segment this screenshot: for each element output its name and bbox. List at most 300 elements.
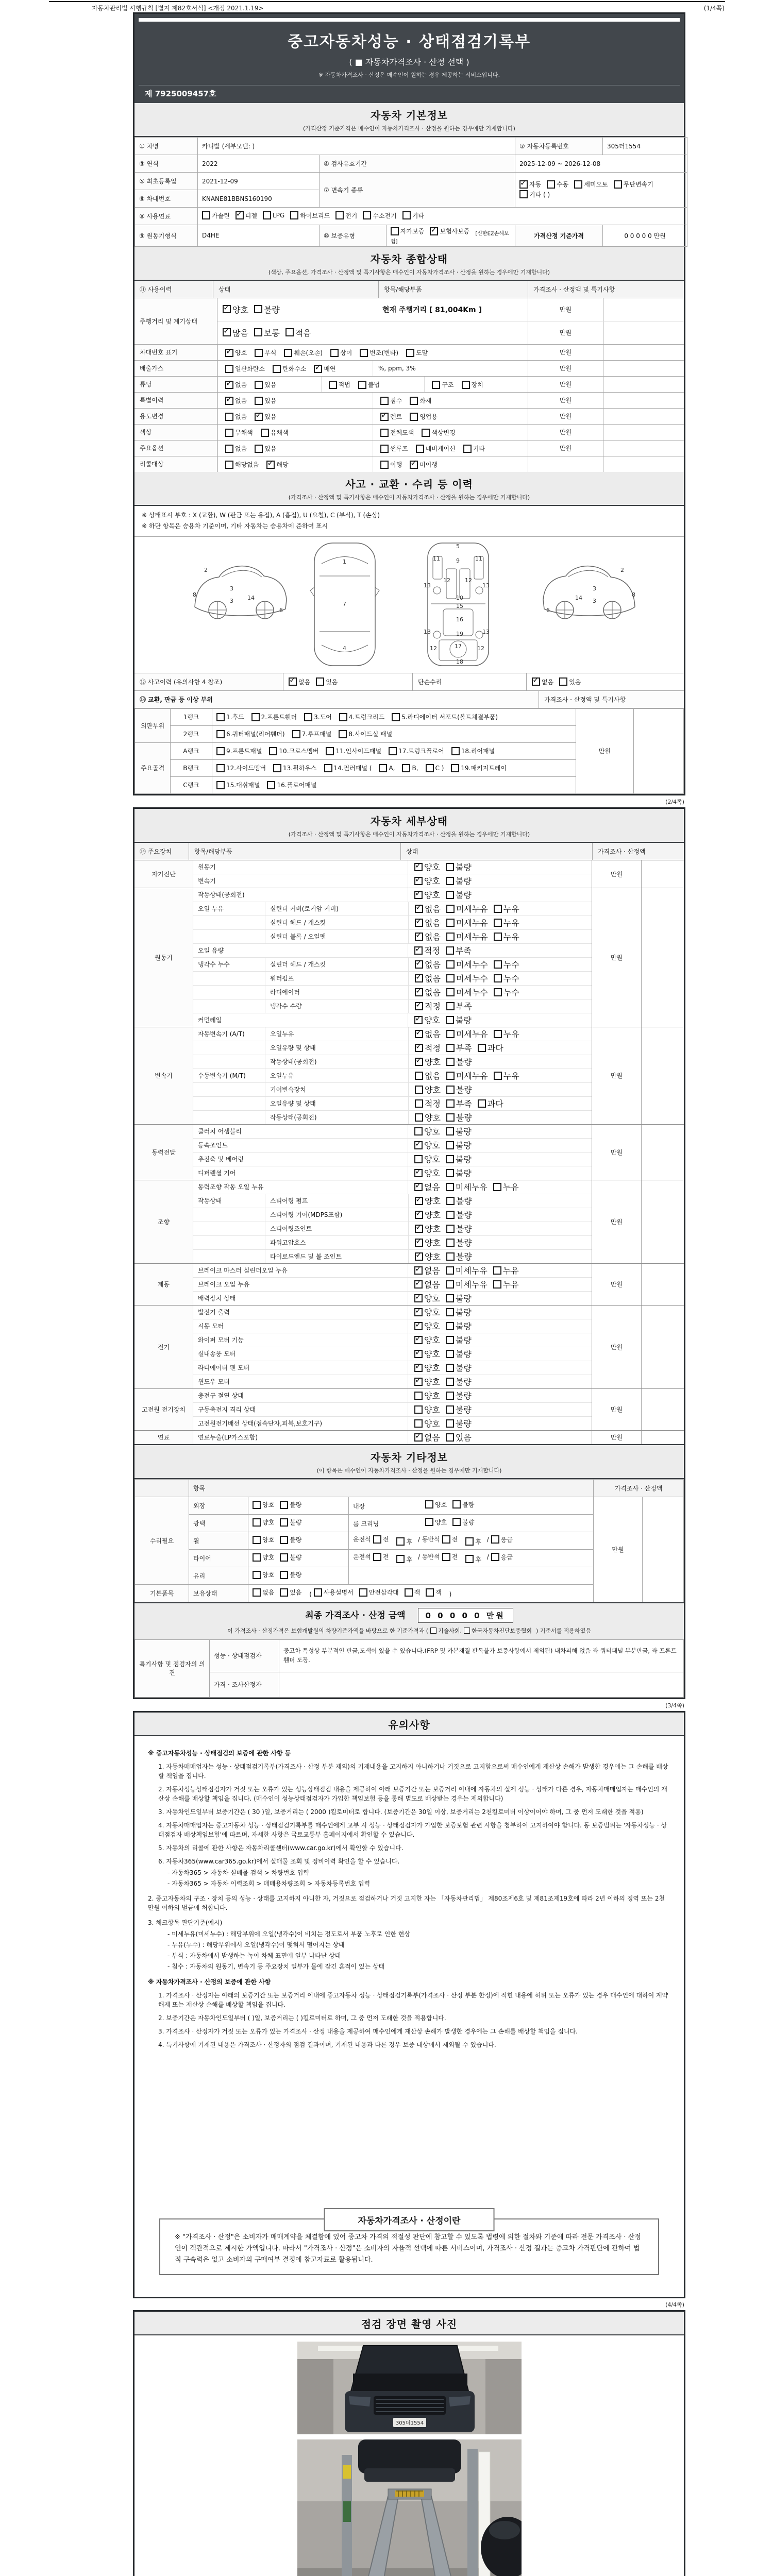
checkbox-option[interactable] [223,380,247,389]
checkbox-icon[interactable] [462,381,470,389]
checkbox-option[interactable] [415,1070,441,1081]
checkbox-icon[interactable] [360,349,368,357]
checkbox-option[interactable] [253,1500,274,1509]
checkbox-option[interactable] [519,190,550,199]
checkbox-icon[interactable] [493,1183,501,1191]
checkbox-option[interactable] [425,1500,447,1509]
checkbox-option[interactable] [446,1070,488,1081]
checkbox-option[interactable] [223,444,247,453]
checkbox-icon[interactable] [446,1378,454,1386]
checkbox-option[interactable] [223,412,247,421]
checkbox-option[interactable] [446,1167,472,1179]
checkbox-icon[interactable] [410,461,418,469]
checkbox-option[interactable] [414,1417,440,1429]
checkbox-icon[interactable] [465,1555,474,1563]
checkbox-option[interactable] [324,762,372,774]
checkbox-icon[interactable] [532,677,540,686]
checkbox-option[interactable] [446,1278,488,1290]
checkbox-icon[interactable] [415,1044,423,1052]
checkbox-icon[interactable] [415,1099,423,1108]
checkbox-icon[interactable] [414,1127,423,1136]
checkbox-option[interactable] [414,1167,440,1179]
checkbox-option[interactable] [446,1292,472,1304]
checkbox-option[interactable] [614,180,653,189]
checkbox-option[interactable] [414,944,440,956]
checkbox-icon[interactable] [389,747,397,755]
checkbox-option[interactable] [282,348,323,357]
checkbox-option[interactable] [446,1306,472,1318]
checkbox-icon[interactable] [446,1252,455,1261]
checkbox-option[interactable] [494,972,519,984]
checkbox-icon[interactable] [273,764,281,772]
checkbox-icon[interactable] [426,764,434,772]
checkbox-icon[interactable] [446,1211,455,1219]
checkbox-option[interactable] [446,1125,472,1137]
checkbox-icon[interactable] [416,445,424,453]
checkbox-option[interactable] [408,396,431,405]
checkbox-option[interactable] [378,444,408,453]
checkbox-option[interactable] [446,1236,472,1248]
checkbox-option[interactable] [430,380,453,389]
checkbox-icon[interactable] [446,1099,455,1108]
checkbox-option[interactable] [487,1535,513,1544]
checkbox-option[interactable] [415,958,441,970]
checkbox-icon[interactable] [446,1141,454,1149]
checkbox-option[interactable] [414,875,440,887]
checkbox-icon[interactable] [446,1155,454,1163]
checkbox-icon[interactable] [289,677,297,686]
checkbox-icon[interactable] [251,713,260,721]
checkbox-icon[interactable] [254,305,262,313]
checkbox-icon[interactable] [432,381,440,389]
checkbox-icon[interactable] [446,1127,454,1136]
checkbox-option[interactable] [378,396,402,405]
checkbox-option[interactable] [415,1195,441,1207]
checkbox-icon[interactable] [414,863,423,871]
checkbox-icon[interactable] [363,211,371,219]
checkbox-icon[interactable] [446,1322,454,1330]
checkbox-icon[interactable] [216,764,225,772]
checkbox-option[interactable] [430,1626,462,1635]
checkbox-option[interactable] [389,745,444,757]
checkbox-icon[interactable] [446,1392,454,1400]
checkbox-option[interactable] [446,986,488,998]
checkbox-option[interactable] [414,1334,440,1346]
checkbox-option[interactable] [415,1250,441,1262]
checkbox-option[interactable] [216,711,244,723]
checkbox-icon[interactable] [446,1058,455,1066]
checkbox-option[interactable] [253,444,276,453]
checkbox-option[interactable] [402,762,418,774]
checkbox-option[interactable] [363,211,396,220]
checkbox-option[interactable] [392,711,498,723]
checkbox-option[interactable] [446,1264,488,1276]
checkbox-option[interactable] [446,1000,472,1012]
checkbox-icon[interactable] [280,1553,288,1562]
checkbox-option[interactable] [446,1376,472,1387]
checkbox-option[interactable] [446,944,472,956]
checkbox-icon[interactable] [225,381,233,389]
checkbox-icon[interactable] [494,1030,502,1038]
checkbox-icon[interactable] [280,1518,288,1527]
checkbox-option[interactable] [264,460,288,469]
checkbox-option[interactable] [254,303,280,315]
checkbox-icon[interactable] [446,960,455,969]
checkbox-option[interactable] [269,745,318,757]
checkbox-option[interactable] [451,762,507,774]
checkbox-icon[interactable] [446,974,455,982]
checkbox-option[interactable] [202,211,230,220]
checkbox-option[interactable] [494,986,519,998]
checkbox-icon[interactable] [463,445,472,453]
checkbox-icon[interactable] [253,1501,261,1509]
checkbox-option[interactable] [236,211,257,220]
checkbox-option[interactable] [414,1306,440,1318]
checkbox-option[interactable] [415,903,441,914]
checkbox-icon[interactable] [414,1183,423,1191]
checkbox-icon[interactable] [446,1030,455,1038]
checkbox-icon[interactable] [339,713,347,721]
checkbox-icon[interactable] [464,1628,470,1634]
checkbox-option[interactable] [285,327,311,338]
checkbox-icon[interactable] [415,1002,423,1010]
checkbox-option[interactable] [259,428,289,437]
checkbox-icon[interactable] [255,445,263,453]
checkbox-option[interactable] [574,180,608,189]
checkbox-option[interactable] [253,1588,274,1597]
checkbox-option[interactable] [216,779,260,791]
checkbox-option[interactable] [280,1518,301,1527]
checkbox-option[interactable] [304,711,332,723]
checkbox-icon[interactable] [446,1364,454,1372]
checkbox-option[interactable] [415,1056,441,1067]
checkbox-option[interactable] [253,348,276,357]
checkbox-option[interactable] [446,930,488,942]
checkbox-icon[interactable] [261,429,269,437]
checkbox-icon[interactable] [446,1016,454,1024]
checkbox-icon[interactable] [225,413,233,421]
checkbox-option[interactable] [426,1588,442,1597]
checkbox-icon[interactable] [415,988,423,996]
checkbox-option[interactable] [356,380,380,389]
checkbox-option[interactable] [446,1028,488,1040]
checkbox-option[interactable] [494,1070,519,1081]
checkbox-icon[interactable] [547,180,555,189]
checkbox-icon[interactable] [284,349,292,357]
checkbox-icon[interactable] [451,747,460,755]
checkbox-icon[interactable] [415,974,423,982]
checkbox-option[interactable] [463,1537,481,1546]
checkbox-icon[interactable] [223,328,231,336]
checkbox-icon[interactable] [415,960,423,969]
checkbox-icon[interactable] [446,1294,454,1302]
checkbox-icon[interactable] [380,413,389,421]
checkbox-icon[interactable] [451,764,459,772]
checkbox-option[interactable] [519,180,541,189]
checkbox-option[interactable] [414,1125,440,1137]
checkbox-option[interactable] [494,930,519,942]
checkbox-option[interactable] [425,1518,447,1527]
checkbox-option[interactable] [414,1181,440,1193]
checkbox-icon[interactable] [414,1266,423,1275]
checkbox-icon[interactable] [442,1535,450,1544]
checkbox-option[interactable] [452,1500,474,1509]
checkbox-icon[interactable] [202,211,210,219]
checkbox-option[interactable] [547,180,568,189]
checkbox-icon[interactable] [446,1183,454,1191]
checkbox-option[interactable] [378,460,402,469]
checkbox-option[interactable] [327,380,350,389]
checkbox-icon[interactable] [414,1141,423,1149]
checkbox-option[interactable] [339,711,384,723]
checkbox-option[interactable] [446,903,488,914]
checkbox-icon[interactable] [225,349,233,357]
checkbox-icon[interactable] [452,1500,461,1509]
checkbox-icon[interactable] [273,365,281,373]
checkbox-option[interactable] [487,1553,513,1562]
checkbox-option[interactable] [415,972,441,984]
checkbox-option[interactable] [414,1348,440,1360]
checkbox-option[interactable] [316,677,338,686]
checkbox-option[interactable] [280,1588,301,1597]
checkbox-icon[interactable] [255,397,263,405]
checkbox-option[interactable] [446,972,488,984]
checkbox-icon[interactable] [380,397,389,405]
checkbox-option[interactable] [426,762,444,774]
checkbox-icon[interactable] [430,227,438,235]
checkbox-option[interactable] [446,1417,472,1429]
checkbox-option[interactable] [267,779,316,791]
checkbox-option[interactable] [415,1236,441,1248]
checkbox-icon[interactable] [304,713,312,721]
checkbox-icon[interactable] [425,1518,433,1526]
checkbox-option[interactable] [414,1431,440,1443]
checkbox-icon[interactable] [414,1419,423,1428]
checkbox-icon[interactable] [380,429,389,437]
checkbox-icon[interactable] [425,1500,433,1509]
checkbox-icon[interactable] [280,1571,288,1579]
checkbox-icon[interactable] [216,730,225,738]
checkbox-option[interactable] [414,1320,440,1332]
checkbox-option[interactable] [493,1278,519,1290]
checkbox-icon[interactable] [280,1588,288,1597]
checkbox-option[interactable] [253,412,276,421]
checkbox-icon[interactable] [255,381,263,389]
checkbox-icon[interactable] [414,1169,423,1177]
checkbox-option[interactable] [446,875,472,887]
checkbox-option[interactable] [335,211,357,220]
checkbox-icon[interactable] [380,461,389,469]
checkbox-icon[interactable] [314,365,322,373]
checkbox-icon[interactable] [280,1501,288,1509]
checkbox-option[interactable] [271,364,306,373]
checkbox-option[interactable] [418,1535,458,1544]
checkbox-icon[interactable] [494,1072,502,1080]
checkbox-option[interactable] [430,227,469,235]
checkbox-icon[interactable] [329,381,337,389]
checkbox-icon[interactable] [223,305,231,313]
checkbox-option[interactable] [223,460,259,469]
checkbox-option[interactable] [414,1278,440,1290]
checkbox-option[interactable] [452,1518,474,1527]
checkbox-icon[interactable] [478,1044,486,1052]
checkbox-icon[interactable] [415,1211,423,1219]
checkbox-icon[interactable] [494,960,502,969]
checkbox-option[interactable] [253,1570,274,1579]
checkbox-option[interactable] [408,412,438,421]
checkbox-icon[interactable] [255,349,263,357]
checkbox-option[interactable] [414,861,440,873]
checkbox-icon[interactable] [410,397,418,405]
checkbox-icon[interactable] [493,1266,501,1275]
checkbox-icon[interactable] [373,1535,381,1544]
checkbox-option[interactable] [223,303,248,315]
checkbox-icon[interactable] [446,1239,455,1247]
checkbox-option[interactable] [253,380,276,389]
checkbox-icon[interactable] [446,1086,455,1094]
checkbox-icon[interactable] [280,1536,288,1544]
checkbox-option[interactable] [414,1376,440,1387]
checkbox-option[interactable] [326,745,381,757]
checkbox-icon[interactable] [446,1308,454,1316]
checkbox-option[interactable] [314,1588,354,1597]
checkbox-option[interactable] [280,1535,301,1544]
checkbox-option[interactable] [446,1362,472,1374]
checkbox-option[interactable] [446,1431,472,1443]
checkbox-option[interactable] [446,1348,472,1360]
checkbox-option[interactable] [493,1181,519,1193]
checkbox-option[interactable] [415,1097,441,1109]
checkbox-option[interactable] [253,1553,274,1562]
checkbox-icon[interactable] [330,349,339,357]
checkbox-icon[interactable] [414,891,423,899]
checkbox-icon[interactable] [446,1266,454,1275]
checkbox-option[interactable] [254,327,280,338]
checkbox-icon[interactable] [396,1555,405,1563]
checkbox-icon[interactable] [414,1433,423,1442]
checkbox-option[interactable] [394,1555,412,1564]
checkbox-option[interactable] [446,1209,472,1221]
checkbox-option[interactable] [280,1553,301,1562]
checkbox-icon[interactable] [225,429,233,437]
checkbox-icon[interactable] [446,877,454,885]
checkbox-icon[interactable] [452,1518,461,1526]
checkbox-option[interactable] [404,348,428,357]
checkbox-icon[interactable] [446,946,454,955]
checkbox-option[interactable] [446,917,488,928]
checkbox-option[interactable] [494,958,519,970]
checkbox-icon[interactable] [414,1392,423,1400]
checkbox-icon[interactable] [410,413,418,421]
checkbox-icon[interactable] [494,919,502,927]
checkbox-icon[interactable] [415,1030,423,1038]
checkbox-option[interactable] [358,348,398,357]
checkbox-option[interactable] [280,1570,301,1579]
checkbox-icon[interactable] [335,211,344,219]
checkbox-option[interactable] [446,1195,472,1207]
checkbox-option[interactable] [339,728,392,740]
checkbox-icon[interactable] [446,1169,454,1177]
checkbox-icon[interactable] [415,905,423,913]
checkbox-icon[interactable] [446,1419,454,1428]
checkbox-icon[interactable] [253,1588,261,1597]
checkbox-icon[interactable] [253,1571,261,1579]
checkbox-option[interactable] [446,1153,472,1165]
checkbox-icon[interactable] [422,429,430,437]
checkbox-option[interactable] [353,1535,389,1544]
checkbox-icon[interactable] [465,1537,474,1546]
checkbox-icon[interactable] [446,1350,454,1358]
checkbox-icon[interactable] [494,933,502,941]
checkbox-option[interactable] [223,364,265,373]
checkbox-option[interactable] [446,958,488,970]
checkbox-icon[interactable] [446,919,455,927]
checkbox-option[interactable] [446,1334,472,1346]
checkbox-icon[interactable] [414,1308,423,1316]
checkbox-icon[interactable] [225,397,233,405]
checkbox-option[interactable] [223,327,248,338]
checkbox-icon[interactable] [216,781,225,789]
checkbox-icon[interactable] [446,933,455,941]
checkbox-icon[interactable] [414,1378,423,1386]
checkbox-icon[interactable] [316,677,324,686]
checkbox-icon[interactable] [414,1405,423,1414]
checkbox-icon[interactable] [414,1336,423,1344]
checkbox-option[interactable] [415,1223,441,1234]
checkbox-icon[interactable] [614,180,622,189]
checkbox-option[interactable] [461,444,485,453]
checkbox-icon[interactable] [430,1628,436,1634]
checkbox-option[interactable] [494,903,519,914]
checkbox-option[interactable] [446,1223,472,1234]
checkbox-option[interactable] [312,364,335,373]
checkbox-option[interactable] [394,1537,412,1546]
checkbox-icon[interactable] [415,1058,423,1066]
checkbox-option[interactable] [328,348,352,357]
checkbox-option[interactable] [378,412,402,421]
checkbox-icon[interactable] [494,974,502,982]
checkbox-icon[interactable] [414,1364,423,1372]
checkbox-icon[interactable] [255,413,263,421]
checkbox-option[interactable] [446,1083,472,1095]
checkbox-icon[interactable] [446,988,455,996]
checkbox-icon[interactable] [414,1280,423,1289]
checkbox-icon[interactable] [415,1113,423,1122]
checkbox-icon[interactable] [253,1553,261,1562]
checkbox-option[interactable] [478,1042,503,1054]
checkbox-option[interactable] [415,1209,441,1221]
checkbox-option[interactable] [419,428,455,437]
checkbox-icon[interactable] [414,1016,423,1024]
checkbox-option[interactable] [446,1389,472,1401]
checkbox-icon[interactable] [292,730,300,738]
checkbox-option[interactable] [359,1588,399,1597]
checkbox-option[interactable] [494,1028,519,1040]
checkbox-icon[interactable] [446,1072,455,1080]
checkbox-icon[interactable] [415,1225,423,1233]
checkbox-option[interactable] [478,1097,503,1109]
checkbox-icon[interactable] [406,349,414,357]
checkbox-icon[interactable] [491,1553,499,1561]
checkbox-icon[interactable] [267,781,275,789]
checkbox-icon[interactable] [396,1537,405,1546]
checkbox-icon[interactable] [426,1588,434,1597]
checkbox-icon[interactable] [446,1336,454,1344]
checkbox-option[interactable] [353,1552,389,1561]
checkbox-icon[interactable] [326,747,334,755]
checkbox-option[interactable] [223,348,247,357]
checkbox-option[interactable] [494,917,519,928]
